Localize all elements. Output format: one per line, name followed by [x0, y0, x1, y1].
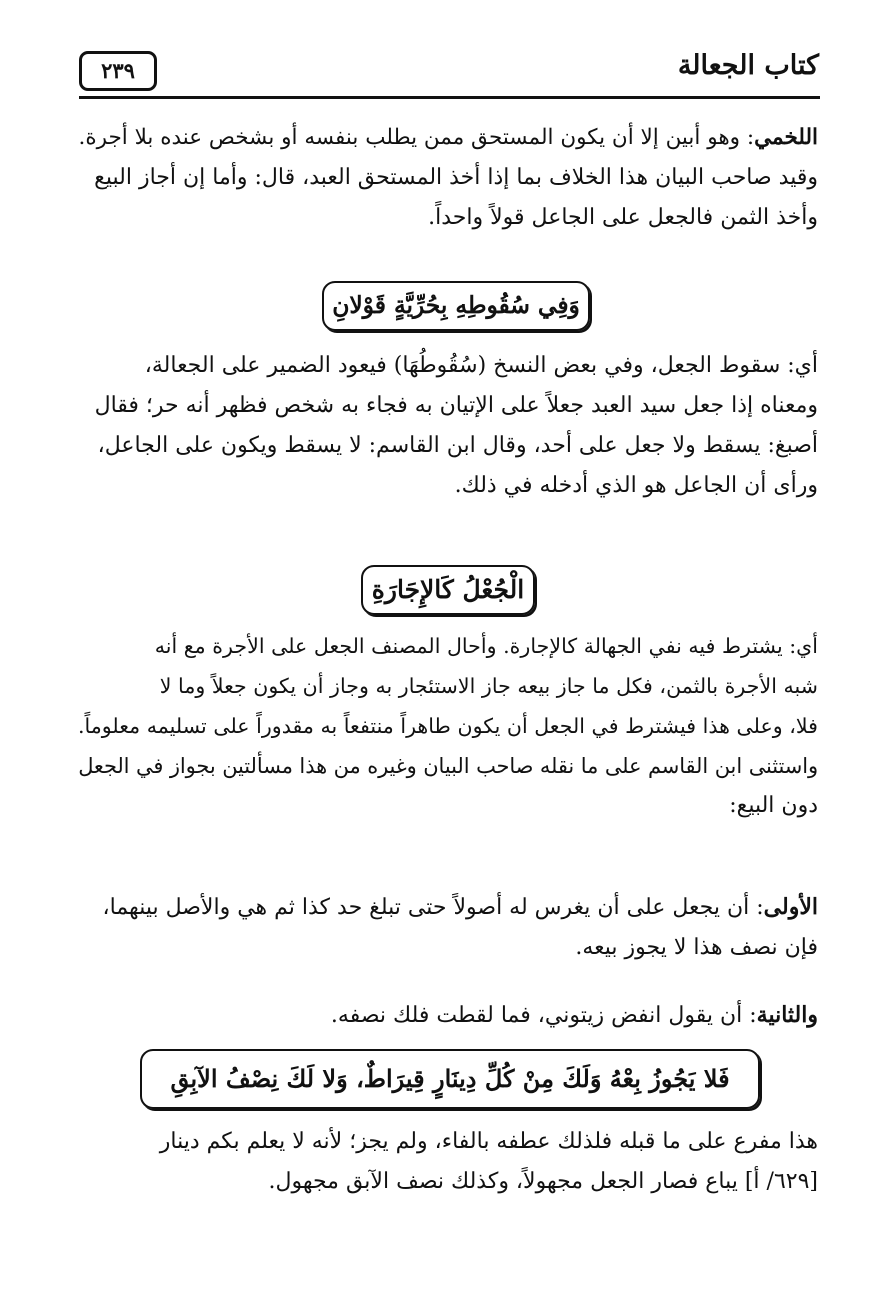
text-line: شبه الأجرة بالثمن، فكل ما جاز بيعه جاز الاستئجار به وجاز أن يكون جعلاً وما لا — [159, 674, 818, 698]
paragraph-second-case — [331, 995, 818, 1036]
matn-heading: فَلا يَجُوزُ بِعْهُ وَلَكَ مِنْ كُلِّ دِينَارٍ قِيرَاطٌ، وَلا لَكَ نِصْفُ الآبِقِ — [140, 1049, 760, 1109]
text-line — [331, 995, 818, 1036]
text-line: واستثنى ابن القاسم على ما نقله صاحب البيان وغيره من هذا مسألتين بجواز في الجعل — [78, 754, 818, 778]
matn-heading: الْجُعْلُ كَالإِجَارَةِ — [361, 565, 535, 615]
text-line: أي: سقوط الجعل، وفي بعض النسخ (سُقُوطُهَا) فيعود الضمير على الجعالة، — [144, 353, 818, 378]
paragraph-lead: الأولى — [763, 894, 818, 920]
text-line: دون البيع: — [729, 793, 818, 818]
text-line: أي: يشترط فيه نفي الجهالة كالإجارة. وأحال المصنف الجعل على الأجرة مع أنه — [154, 634, 818, 658]
text-line: ومعناه إذا جعل سيد العبد جعلاً على الإتيان به فجاء به شخص فظهر أنه حر؛ فقال — [94, 393, 818, 418]
text-line: وأخذ الثمن فالجعل على الجاعل قولاً واحداً. — [428, 205, 818, 230]
header-rule — [79, 96, 820, 99]
text-line — [103, 887, 818, 928]
paragraph-lead: اللخمي — [754, 125, 818, 150]
text-line: أصبغ: يسقط ولا جعل على أحد، وقال ابن القاسم: لا يسقط ويكون على الجاعل، — [97, 433, 818, 458]
text-span: : أن يجعل على أن يغرس له أصولاً حتى تبلغ حد كذا ثم هي والأصل بينهما، — [102, 895, 764, 920]
text-line: هذا مفرع على ما قبله فلذلك عطفه بالفاء، ولم يجز؛ لأنه لا يعلم بكم دينار — [159, 1129, 818, 1154]
paragraph-commentary — [160, 1122, 818, 1202]
text-line — [79, 118, 818, 158]
text-line: وقيد صاحب البيان هذا الخلاف بما إذا أخذ المستحق العبد، قال: وأما إن أجاز البيع — [94, 165, 818, 190]
paragraph-lakhmi — [79, 118, 818, 238]
paragraph-first-case — [103, 887, 818, 968]
text-line: فإن نصف هذا لا يجوز بيعه. — [575, 935, 818, 960]
paragraph-lead: والثانية — [756, 1002, 818, 1028]
text-line: [٦٢٩/ أ] يباع فصار الجعل مجهولاً، وكذلك نصف الآبق مجهول. — [268, 1169, 818, 1194]
page-number: ٢٣٩ — [79, 51, 157, 91]
text-span: : أن يقول انفض زيتوني، فما لقطت فلك نصفه. — [330, 1003, 757, 1028]
running-title: كتاب الجعالة — [677, 50, 819, 81]
text-line: فلا، وعلى هذا فيشترط في الجعل أن يكون طاهراً منتفعاً به مقدوراً على تسليمه معلوماً. — [77, 714, 818, 738]
paragraph-commentary — [78, 626, 818, 826]
paragraph-commentary — [95, 346, 818, 506]
text-line: ورأى أن الجاعل هو الذي أدخله في ذلك. — [454, 473, 818, 498]
matn-heading: وَفِي سُقُوطِهِ بِحُرِّيَّةٍ قَوْلانِ — [322, 281, 590, 331]
text-span: : وهو أبين إلا أن يكون المستحق ممن يطلب بنفسه أو بشخص عنده بلا أجرة. — [78, 125, 755, 150]
